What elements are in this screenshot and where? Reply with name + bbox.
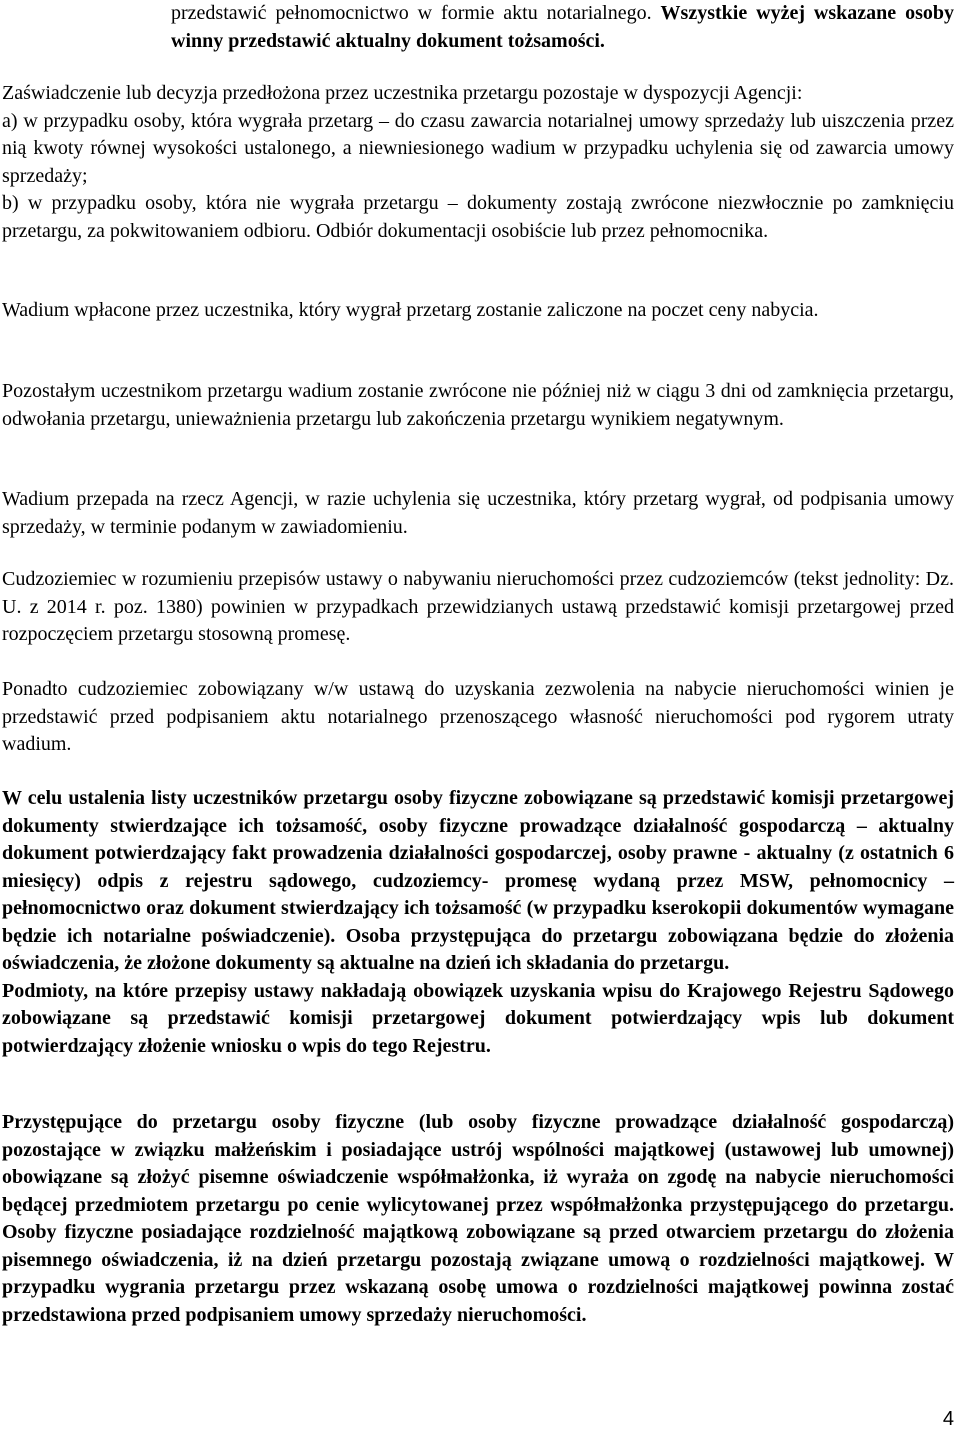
participant-documents-part1: W celu ustalenia listy uczestników przetargu osoby fizyczne zobowiązane są przedstawić komisji przetargowej dokumenty stwierdzające ich tożsamość, osoby fizyczne prowadzące działalność gospodarczą – aktualny dokument potwierdzający fakt prowadzenia działalności gospodarczej, osoby prawne - aktualny (z ostatnich 6 miesięcy) odpis z rejestru sądowego, cudzoziemcy- promesę wydaną przez MSW, pełnomocnicy – pełnomocnictwo oraz dokument stwierdzający ich tożsamość (w przypadku kserokopii dokumentów wymagane będzie ich notarialne poświadczenie). Osoba przystępująca do przetargu zobowiązana będzie do złożenia oświadczenia, że złożone dokumenty są aktualne na dzień ich składania do przetargu. [2,787,954,974]
paragraph-foreigner-permit: Ponadto cudzoziemiec zobowiązany w/w ustawą do uzyskania zezwolenia na nabycie nieruchomości winien je przedstawić przed podpisaniem aktu notarialnego przenoszącego własność nieruchomości pod rygorem utraty wadium. [2,678,954,755]
paragraph-foreigner-promise: Cudzoziemiec w rozumieniu przepisów ustawy o nabywaniu nieruchomości przez cudzoziemców (tekst jednolity: Dz. U. z 2014 r. poz. 1380) powinien w przypadkach przewidzianych ustawą przedstawić komisji przetargowej przed rozpoczęciem przetargu stosowną promesę. [2,568,954,645]
paragraph-deposit-returned: Pozostałym uczestnikom przetargu wadium zostanie zwrócone nie później niż w ciągu 3 dni od zamknięcia przetargu, odwołania przetargu, unieważnienia przetargu lub zakończenia przetargu wynikiem negatywnym. [2,380,954,430]
participant-documents-part2: Podmioty, na które przepisy ustawy nakładają obowiązek uzyskania wpisu do Krajowego Rejestru Sądowego zobowiązane są przedstawić komisji przetargowej dokument potwierdzający wpis lub dokument potwierdzający złożenie wniosku o wpis do tego Rejestru. [2,979,954,1057]
paragraph-certificate-disposition [2,80,954,245]
identity-document-requirement: Wszystkie wyżej wskazane osoby winny przedstawić aktualny dokument tożsamości. [171,2,954,52]
certificate-item-b: b) w przypadku osoby, która nie wygrała przetargu – dokumenty zostają zwrócone niezwłocznie po zamknięciu przetargu, za pokwitowaniem odbioru. Odbiór dokumentacji osobiście lub przez pełnomocnika. [2,192,954,242]
certificate-item-a: a) w przypadku osoby, która wygrała przetarg – do czasu zawarcia notarialnej umowy sprzedaży lub uiszczenia przez nią kwoty równej wysokości ustalonego, a niewniesionego wadium w przypadku uchylenia się od zawarcia umowy sprzedaży; [2,109,954,187]
paragraph-deposit-forfeited: Wadium przepada na rzecz Agencji, w razie uchylenia się uczestnika, który przetarg wygrał, od podpisania umowy sprzedaży, w terminie podanym w zawiadomieniu. [2,488,954,538]
paragraph-deposit-credited: Wadium wpłacone przez uczestnika, który wygrał przetarg zostanie zaliczone na poczet ceny nabycia. [2,299,819,321]
page-number: 4 [942,1408,954,1430]
certificate-intro: Zaświadczenie lub decyzja przedłożona przez uczestnika przetargu pozostaje w dyspozycji Agencji: [2,82,803,104]
paragraph-participant-documents [2,785,954,1060]
power-of-attorney-text: przedstawić pełnomocnictwo w formie aktu notarialnego. [171,2,661,24]
paragraph-spouse-consent: Przystępujące do przetargu osoby fizyczne (lub osoby fizyczne prowadzące działalność gospodarczą) pozostające w związku małżeńskim i posiadające ustrój wspólności majątkowej (ustawowej lub umownej) obowiązane są złożyć pisemne oświadczenie współmałżonka, iż wyraża on zgodę na nabycie nieruchomości będącej przedmiotem przetargu po cenie wylicytowanej przez współmałżonka przystępującego do przetargu. Osoby fizyczne posiadające rozdzielność majątkową zobowiązane są przed otwarciem przetargu do złożenia pisemnego oświadczenia, iż na dzień przetargu pozostają związane umową o rozdzielności majątkowej. W przypadku wygrania przetargu przez wskazaną osobę umowa o rozdzielności majątkowej powinna zostać przedstawiona przed podpisaniem umowy sprzedaży nieruchomości. [2,1111,954,1326]
paragraph-power-of-attorney [171,0,954,55]
